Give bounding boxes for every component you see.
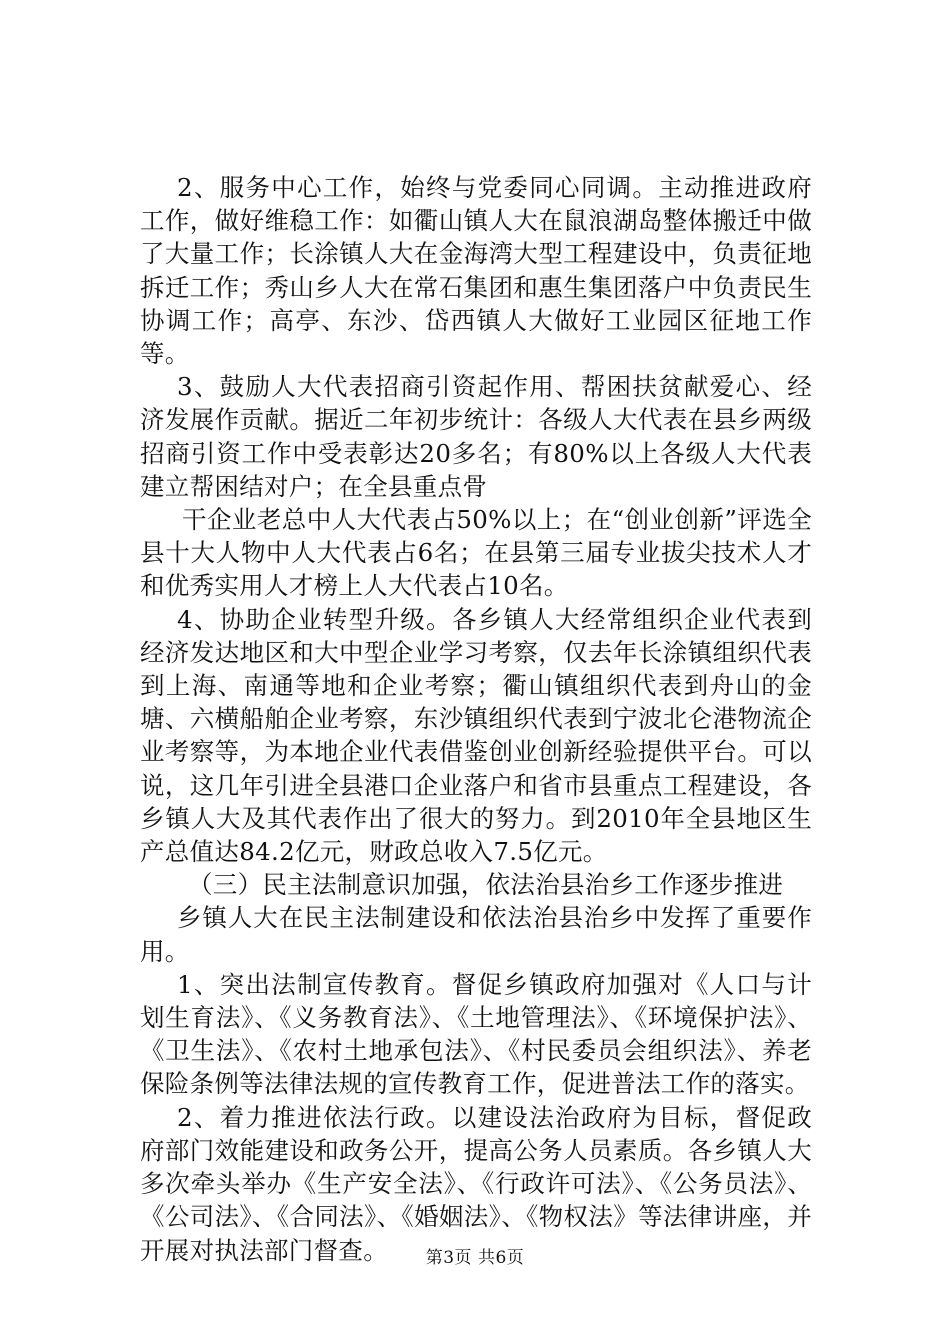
paragraph-law-administration: 2、着力推进依法行政。以建设法治政府为目标，督促政府部门效能建设和政务公开，提高公务人员素质。各乡镇人大多次牵头举办《生产安全法》、《行政许可法》、《公务员法》、《公司法》、《合同法》、《婚姻法》、《物权法》等法律讲座，并开展对执法部门督查。 — [140, 1102, 812, 1265]
page-number-footer: 第3页 共6页 — [425, 1248, 525, 1268]
document-body — [140, 171, 812, 1267]
paragraph-legal-education: 1、突出法制宣传教育。督促乡镇政府加强对《人口与计划生育法》、《义务教育法》、《土地管理法》、《环境保护法》、《卫生法》、《农村土地承包法》、《村民委员会组织法》、养老保险条例等法律法规的宣传教育工作，促进普法工作的落实。 — [140, 969, 812, 1099]
paragraph-enterprise-leaders: 干企业老总中人大代表占50%以上；在“创业创新”评选全县十大人物中人大代表占6名；在县第三届专业拔尖技术人才和优秀实用人才榜上人大代表占10名。 — [140, 505, 812, 601]
section-heading-democracy-law: （三）民主法制意识加强，依法治县治乡工作逐步推进 — [188, 870, 784, 900]
paragraph-enterprise-upgrade: 4、协助企业转型升级。各乡镇人大经常组织企业代表到经济发达地区和大中型企业学习考察，仅去年长涂镇组织代表到上海、南通等地和企业考察；衢山镇组织代表到舟山的金塘、六横船舶企业考察，东沙镇组织代表到宁波北仑港物流企业考察等，为本地企业代表借鉴创业创新经验提供平台。可以说，这几年引进全县港口企业落户和省市县重点工程建设，各乡镇人大及其代表作出了很大的努力。到2010年全县地区生产总值达84.2亿元，财政总收入7.5亿元。 — [140, 604, 812, 867]
paragraph-encourage-deputies: 3、鼓励人大代表招商引资起作用、帮困扶贫献爱心、经济发展作贡献。据近二年初步统计：各级人大代表在县乡两级招商引资工作中受表彰达20多名；有80%以上各级人大代表建立帮困结对户；在全县重点骨 — [140, 372, 812, 501]
paragraph-service-center: 2、服务中心工作，始终与党委同心同调。主动推进政府工作，做好维稳工作：如衢山镇人大在鼠浪湖岛整体搬迁中做了大量工作；长涂镇人大在金海湾大型工程建设中，负责征地拆迁工作；秀山乡人大在常石集团和惠生集团落户中负责民生协调工作；高亭、东沙、岱西镇人大做好工业园区征地工作等。 — [140, 173, 812, 369]
paragraph-rule-of-law-intro: 乡镇人大在民主法制建设和依法治县治乡中发挥了重要作用。 — [140, 903, 812, 966]
